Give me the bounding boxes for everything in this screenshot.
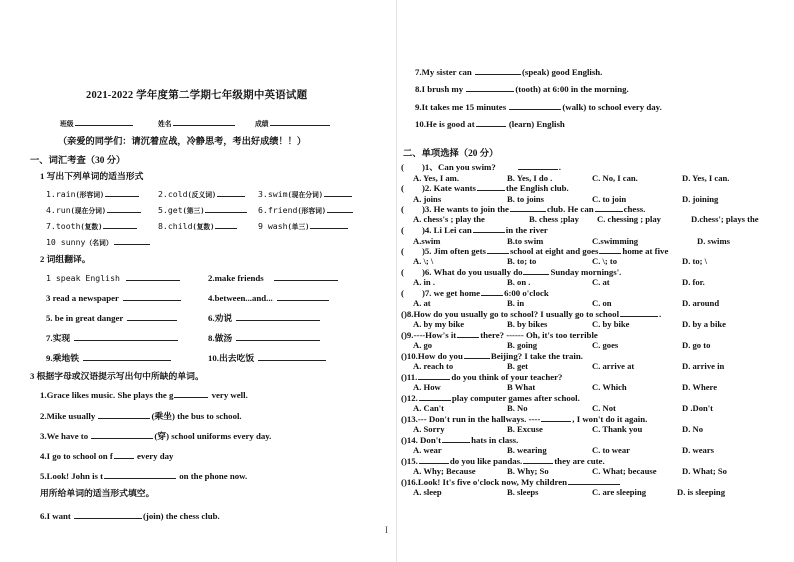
- answer-blank[interactable]: [599, 245, 621, 254]
- option-a[interactable]: A. joins: [413, 194, 442, 204]
- fill-item: 3.We have to (穿) school uniforms every day.: [40, 431, 272, 441]
- right-page: [397, 0, 794, 562]
- answer-blank[interactable]: [277, 292, 329, 301]
- option-a[interactable]: A. reach to: [413, 361, 454, 371]
- option-d[interactable]: D. swims: [697, 236, 730, 246]
- option-c[interactable]: C. Which: [592, 382, 627, 392]
- option-c[interactable]: C. \; to: [592, 256, 618, 266]
- question: ( )7. we get home 6:00 o'clock: [401, 288, 549, 298]
- section2-heading: 二、单项选择（20 分）: [403, 149, 499, 159]
- option-c[interactable]: C. What; because: [592, 466, 657, 476]
- option-d[interactable]: D. wears: [682, 445, 714, 455]
- part4-title: 用所给单词的适当形式填空。: [40, 488, 155, 498]
- word-item: 2.cold(反义词): [158, 188, 246, 201]
- option-d[interactable]: D. Where: [682, 382, 718, 392]
- option-d[interactable]: D. is sleeping: [677, 487, 725, 497]
- answer-blank[interactable]: [418, 371, 450, 380]
- option-a[interactable]: A. Sorry: [413, 424, 445, 434]
- option-d[interactable]: D. for.: [682, 277, 705, 287]
- answer-blank[interactable]: [258, 352, 326, 361]
- class-field: [60, 117, 134, 130]
- answer-blank[interactable]: [473, 224, 505, 233]
- option-d[interactable]: D. What; So: [682, 466, 727, 476]
- option-b[interactable]: B. Why; So: [507, 466, 549, 476]
- part2-title: 2 词组翻译。: [40, 254, 91, 264]
- option-b[interactable]: B. by bikes: [507, 319, 548, 329]
- answer-blank[interactable]: [466, 83, 514, 92]
- answer-blank[interactable]: [105, 188, 139, 197]
- phrase-item: 1 speak English: [46, 272, 181, 284]
- option-d[interactable]: D. joining: [682, 194, 719, 204]
- word-item: 5.get(第三): [158, 204, 248, 217]
- answer-blank[interactable]: [114, 450, 134, 459]
- option-d[interactable]: D. arrive in: [682, 361, 725, 371]
- answer-blank[interactable]: [107, 204, 141, 213]
- option-a[interactable]: A. Yes, I am.: [413, 173, 459, 183]
- answer-blank[interactable]: [174, 389, 208, 398]
- option-c[interactable]: C. Thank you: [592, 424, 643, 434]
- option-b[interactable]: B. get: [507, 361, 529, 371]
- fill-item: 7.My sister can (speak) good English.: [415, 67, 603, 77]
- answer-blank[interactable]: [419, 392, 451, 401]
- answer-blank[interactable]: [523, 266, 549, 275]
- answer-blank[interactable]: [510, 203, 546, 212]
- answer-blank[interactable]: [310, 220, 348, 229]
- option-b[interactable]: B. Yes, I do .: [507, 173, 553, 183]
- fill-item: 9.It takes me 15 minutes (walk) to school every day.: [415, 102, 662, 112]
- class-label: 班级: [60, 121, 74, 128]
- question: ()9.----How's it there? ------ Oh, it's too terrible: [401, 330, 598, 340]
- answer-blank[interactable]: [475, 66, 521, 75]
- option-d[interactable]: D. Yes, I can.: [682, 173, 730, 183]
- option-c[interactable]: C. goes: [592, 340, 619, 350]
- answer-blank[interactable]: [595, 203, 623, 212]
- option-c[interactable]: C.swimming: [592, 236, 639, 246]
- answer-blank[interactable]: [541, 413, 571, 422]
- name-label: 姓名: [158, 121, 172, 128]
- phrase-item: 6.劝说: [208, 312, 321, 324]
- question: ()12. play computer games after school.: [401, 393, 580, 403]
- word-item: 1.rain(形容词): [46, 188, 140, 201]
- answer-blank[interactable]: [215, 220, 237, 229]
- option-b[interactable]: B. to joins: [507, 194, 545, 204]
- option-c[interactable]: C. are sleeping: [592, 487, 647, 497]
- option-d[interactable]: D .Don't: [682, 403, 714, 413]
- option-d[interactable]: D.chess'; plays the: [691, 214, 759, 224]
- greeting: （亲爱的同学们：请沉着应战，冷静思考，考出好成绩！！）: [58, 136, 307, 146]
- phrase-item: 9.乘地铁: [46, 352, 172, 364]
- answer-blank[interactable]: [509, 101, 561, 110]
- fill-item: 8.I brush my (tooth) at 6:00 in the morning.: [415, 84, 629, 94]
- fill-item: 6.I want (join) the chess club.: [40, 511, 220, 521]
- answer-blank[interactable]: [481, 287, 503, 296]
- question: ( )2. Kate wants the English club.: [401, 183, 569, 193]
- answer-blank[interactable]: [568, 476, 620, 485]
- question: ()11. do you think of your teacher?: [401, 372, 563, 382]
- option-a[interactable]: A. Can't: [413, 403, 445, 413]
- fill-item: 1.Grace likes music. She plays the g very well.: [40, 390, 248, 400]
- option-a[interactable]: A. sleep: [413, 487, 442, 497]
- phrase-item: 3 read a newspaper: [46, 292, 182, 304]
- answer-blank[interactable]: [419, 455, 449, 464]
- word-item: 8.child(复数): [158, 220, 238, 233]
- answer-blank[interactable]: [98, 410, 150, 419]
- option-a[interactable]: A. go: [413, 340, 433, 350]
- option-a[interactable]: A. in .: [413, 277, 435, 287]
- option-a[interactable]: A. \; \: [413, 256, 434, 266]
- word-item: 10 sunny（名词）: [46, 236, 151, 249]
- name-field: [158, 117, 236, 130]
- option-c[interactable]: C. at: [592, 277, 610, 287]
- option-d[interactable]: D. by a bike: [682, 319, 726, 329]
- answer-blank[interactable]: [476, 118, 506, 127]
- option-c[interactable]: C. to join: [592, 194, 627, 204]
- option-a[interactable]: A. by my bike: [413, 319, 465, 329]
- option-c[interactable]: C. on: [592, 298, 612, 308]
- phrase-item: 8.做汤: [208, 332, 321, 344]
- question: ( )3. He wants to join the club. He can chess.: [401, 204, 646, 214]
- option-b[interactable]: B. chess ;play: [529, 214, 579, 224]
- question: ( )1、Can you swim? .: [401, 162, 561, 172]
- option-b[interactable]: B. No: [507, 403, 528, 413]
- answer-blank[interactable]: [518, 161, 558, 170]
- word-item: 4.run(现在分词): [46, 204, 142, 217]
- fill-item: 4.I go to school on f every day: [40, 451, 174, 461]
- answer-blank[interactable]: [91, 430, 153, 439]
- answer-blank[interactable]: [114, 236, 150, 245]
- answer-blank[interactable]: [457, 329, 479, 338]
- option-d[interactable]: D. around: [682, 298, 720, 308]
- option-b[interactable]: B. wearing: [507, 445, 547, 455]
- question: ( )4. Li Lei can in the river: [401, 225, 548, 235]
- question: ()14. Don't hats in class.: [401, 435, 519, 445]
- phrase-item: 7.实现: [46, 332, 179, 344]
- answer-blank[interactable]: [327, 204, 353, 213]
- answer-blank[interactable]: [523, 455, 553, 464]
- answer-blank[interactable]: [217, 188, 245, 197]
- question: ()10.How do you Beijing? I take the train.: [401, 351, 583, 361]
- option-c[interactable]: C. Not: [592, 403, 616, 413]
- option-b[interactable]: B. sleeps: [507, 487, 539, 497]
- question: ()8.How do you usually go to school? I usually go to school .: [401, 309, 662, 319]
- answer-blank[interactable]: [464, 350, 490, 359]
- word-item: 7.tooth(复数): [46, 220, 138, 233]
- option-b[interactable]: B. going: [507, 340, 538, 350]
- answer-blank[interactable]: [236, 312, 320, 321]
- option-a[interactable]: A. How: [413, 382, 441, 392]
- option-c[interactable]: C. to wear: [592, 445, 630, 455]
- question: ( )5. Jim often gets school at eight and goes home at five: [401, 246, 669, 256]
- phrase-item: 2.make friends: [208, 272, 339, 284]
- answer-blank[interactable]: [123, 292, 181, 301]
- answer-blank[interactable]: [104, 470, 176, 479]
- answer-blank[interactable]: [126, 272, 180, 281]
- name-blank[interactable]: [173, 117, 235, 126]
- option-d[interactable]: D. No: [682, 424, 704, 434]
- fill-item: 5.Look! John is t on the phone now.: [40, 471, 248, 481]
- option-b[interactable]: B. on .: [507, 277, 531, 287]
- answer-blank[interactable]: [236, 332, 320, 341]
- answer-blank[interactable]: [487, 245, 509, 254]
- phrase-item: 10.出去吃饭: [208, 352, 327, 364]
- option-a[interactable]: A. wear: [413, 445, 442, 455]
- answer-blank[interactable]: [442, 434, 470, 443]
- word-item: 6.friend(形容词): [258, 204, 354, 217]
- answer-blank[interactable]: [205, 204, 247, 213]
- option-c[interactable]: C. by bike: [592, 319, 630, 329]
- class-blank[interactable]: [75, 117, 133, 126]
- option-c[interactable]: C. arrive at: [592, 361, 635, 371]
- question: ( )6. What do you usually do Sunday mornings'.: [401, 267, 622, 277]
- score-blank[interactable]: [270, 117, 330, 126]
- part1-title: 1 写出下列单词的适当形式: [40, 171, 144, 181]
- fill-item: 10.He is good at (learn) English: [415, 119, 565, 129]
- section1-heading: 一、词汇考查（30 分）: [30, 156, 126, 166]
- option-b[interactable]: B. Excuse: [507, 424, 543, 434]
- score-field: [255, 117, 331, 130]
- question: ()16.Look! It's five o'clock now, My children: [401, 476, 621, 488]
- option-b[interactable]: B What: [507, 382, 536, 392]
- question: ()13.--- Don't run in the hallways. ---- , I won't do it again.: [401, 414, 648, 424]
- word-item: 9 wash(单三): [258, 220, 349, 233]
- answer-blank[interactable]: [103, 220, 137, 229]
- option-d[interactable]: D. to; \: [682, 256, 708, 266]
- answer-blank[interactable]: [477, 182, 505, 191]
- phrase-item: 4.between...and...: [208, 292, 330, 304]
- option-a[interactable]: A. Why; Because: [413, 466, 476, 476]
- answer-blank[interactable]: [324, 188, 352, 197]
- answer-blank[interactable]: [83, 352, 171, 361]
- answer-blank[interactable]: [127, 312, 177, 321]
- option-c[interactable]: C. chessing ; play: [597, 214, 661, 224]
- option-b[interactable]: B. in: [507, 298, 525, 308]
- option-a[interactable]: A. at: [413, 298, 431, 308]
- option-a[interactable]: A. chess's ; play the: [413, 214, 485, 224]
- phrase-item: 5. be in great danger: [46, 312, 178, 324]
- option-c[interactable]: C. No, I can.: [592, 173, 638, 183]
- option-a[interactable]: A.swim: [413, 236, 441, 246]
- page-mark: I: [385, 525, 388, 535]
- score-label: 成绩: [255, 121, 269, 128]
- fill-item: 2.Mike usually (乘坐) the bus to school.: [40, 411, 242, 421]
- answer-blank[interactable]: [620, 308, 658, 317]
- option-d[interactable]: D. go to: [682, 340, 711, 350]
- word-item: 3.swim(现在分词): [258, 188, 353, 201]
- exam-title: 2021-2022 学年度第二学期七年级期中英语试题: [86, 90, 308, 101]
- option-b[interactable]: B.to swim: [507, 236, 544, 246]
- option-b[interactable]: B. to; to: [507, 256, 537, 266]
- answer-blank[interactable]: [74, 332, 178, 341]
- answer-blank[interactable]: [74, 510, 142, 519]
- part3-title: 3 根据字母或汉语提示写出句中所缺的单词。: [30, 371, 204, 381]
- question: ()15. do you like pandas. they are cute.: [401, 456, 605, 466]
- answer-blank[interactable]: [274, 272, 338, 281]
